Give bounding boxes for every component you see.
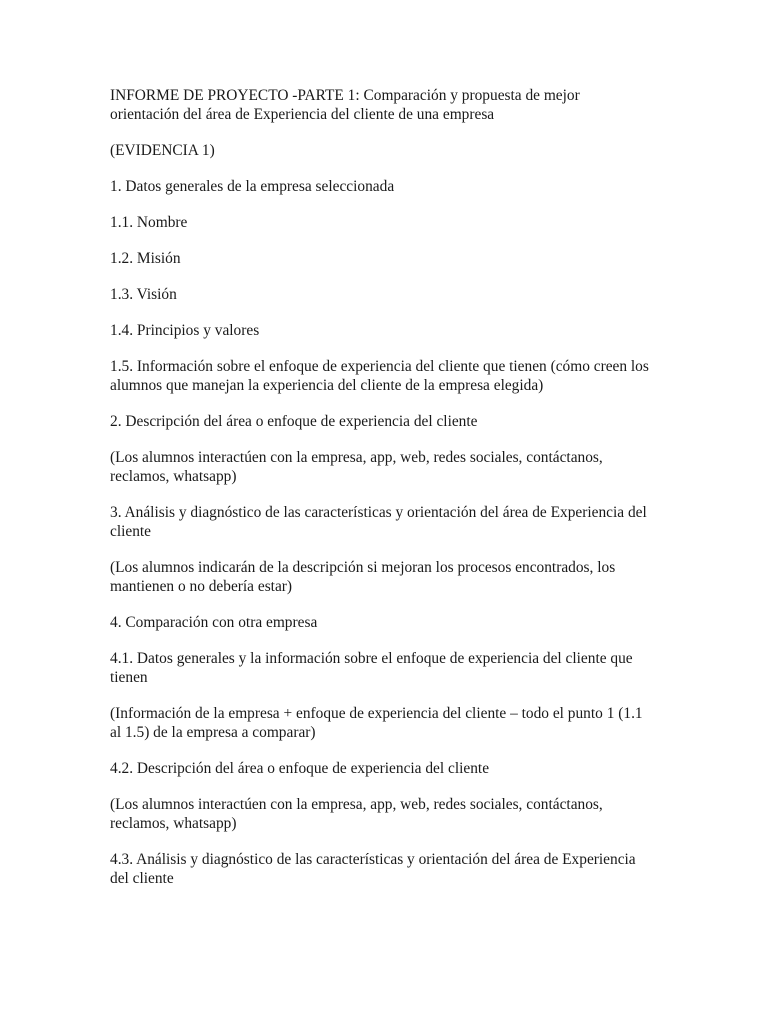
document-title: INFORME DE PROYECTO -PARTE 1: Comparación y propuesta de mejor orientación del área de Experiencia del cliente de una empresa	[110, 87, 580, 123]
evidence-label: (EVIDENCIA 1)	[110, 142, 215, 159]
subsection-item: 1.4. Principios y valores	[110, 322, 260, 339]
section-heading: 1. Datos generales de la empresa seleccionada	[110, 178, 395, 195]
instruction-note: (Los alumnos interactúen con la empresa, app, web, redes sociales, contáctanos, reclamos, whatsapp)	[110, 796, 603, 832]
instruction-note: (Información de la empresa + enfoque de experiencia del cliente – todo el punto 1 (1.1 al 1.5) de la empresa a comparar)	[110, 705, 643, 741]
subsection-item: 4.1. Datos generales y la información sobre el enfoque de experiencia del cliente que tienen	[110, 650, 633, 686]
subsection-item: 4.3. Análisis y diagnóstico de las características y orientación del área de Experiencia del cliente	[110, 851, 636, 887]
subsection-item: 1.2. Misión	[110, 250, 181, 267]
subsection-item: 4.2. Descripción del área o enfoque de experiencia del cliente	[110, 760, 490, 777]
subsection-item: 1.5. Información sobre el enfoque de experiencia del cliente que tienen (cómo creen los alumnos que manejan la experiencia del cliente de la empresa elegida)	[110, 358, 649, 394]
subsection-item: 1.3. Visión	[110, 286, 177, 303]
section-heading: 3. Análisis y diagnóstico de las características y orientación del área de Experiencia del cliente	[110, 504, 647, 540]
instruction-note: (Los alumnos interactúen con la empresa, app, web, redes sociales, contáctanos, reclamos, whatsapp)	[110, 449, 603, 485]
instruction-note: (Los alumnos indicarán de la descripción si mejoran los procesos encontrados, los mantienen o no debería estar)	[110, 559, 616, 595]
section-heading: 4. Comparación con otra empresa	[110, 614, 318, 631]
document-body	[110, 86, 650, 905]
subsection-item: 1.1. Nombre	[110, 214, 188, 231]
section-heading: 2. Descripción del área o enfoque de experiencia del cliente	[110, 413, 478, 430]
